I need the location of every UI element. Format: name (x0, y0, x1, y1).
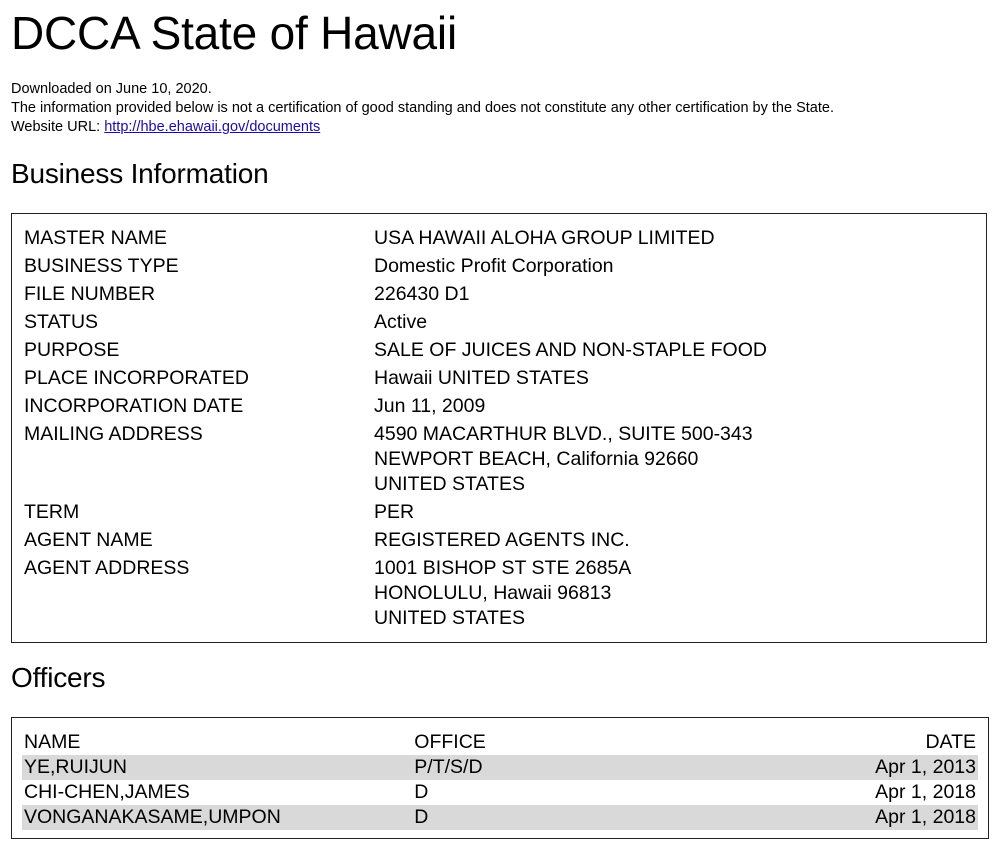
business-info-row (24, 310, 767, 338)
officer-row (22, 755, 978, 780)
field-value (374, 394, 767, 422)
officer-name: VONGANAKASAME,UMPON (22, 805, 414, 830)
field-label: PLACE INCORPORATED (24, 367, 250, 389)
field-value (374, 366, 767, 394)
field-value-line: Domestic Profit Corporation (374, 255, 614, 277)
business-info-row (24, 282, 767, 310)
field-label: FILE NUMBER (24, 283, 156, 305)
business-info-row (24, 394, 767, 422)
field-label: STATUS (24, 311, 99, 333)
officer-row (22, 780, 978, 805)
field-value-line: UNITED STATES (374, 607, 525, 629)
column-header-date: DATE (925, 731, 976, 753)
field-value-line: USA HAWAII ALOHA GROUP LIMITED (374, 227, 715, 249)
field-value-line: REGISTERED AGENTS INC. (374, 529, 630, 551)
officers-panel (11, 717, 989, 839)
business-info-row (24, 556, 767, 634)
officers-table (22, 730, 978, 830)
column-header-office: OFFICE (414, 731, 486, 753)
officer-date: Apr 1, 2018 (820, 805, 978, 830)
officer-row (22, 805, 978, 830)
page-title: DCCA State of Hawaii (11, 7, 457, 59)
field-value-line: HONOLULU, Hawaii 96813 (374, 582, 612, 604)
field-label: BUSINESS TYPE (24, 255, 179, 277)
field-value (374, 528, 767, 556)
business-info-row (24, 528, 767, 556)
field-value-line: 226430 D1 (374, 283, 470, 305)
field-value-line: UNITED STATES (374, 473, 525, 495)
field-value (374, 310, 767, 338)
field-value-line: SALE OF JUICES AND NON-STAPLE FOOD (374, 339, 767, 361)
business-info-row (24, 500, 767, 528)
field-value-line: Active (374, 311, 428, 333)
disclaimer-text: The information provided below is not a certification of good standing and does not constitute any other certification by the State. (11, 100, 834, 116)
officer-office: D (414, 781, 429, 803)
field-value-line: 1001 BISHOP ST STE 2685A (374, 557, 632, 579)
field-value-line: Hawaii UNITED STATES (374, 367, 589, 389)
field-value (374, 556, 767, 634)
field-value (374, 500, 767, 528)
business-info-row (24, 338, 767, 366)
business-information-table (24, 226, 767, 634)
officer-date: Apr 1, 2013 (820, 755, 978, 780)
business-info-row (24, 254, 767, 282)
field-value-line: PER (374, 501, 415, 523)
officer-date: Apr 1, 2018 (875, 781, 976, 803)
field-value (374, 338, 767, 366)
field-label: AGENT ADDRESS (24, 557, 190, 579)
field-value-line: Jun 11, 2009 (374, 395, 486, 417)
officer-name: CHI-CHEN,JAMES (24, 781, 190, 803)
field-value (374, 282, 767, 310)
field-label: MASTER NAME (24, 227, 168, 249)
officers-header-row (22, 730, 978, 755)
field-label: TERM (24, 501, 80, 523)
officer-office: P/T/S/D (414, 755, 820, 780)
field-label: INCORPORATION DATE (24, 395, 244, 417)
business-information-heading: Business Information (11, 158, 269, 189)
field-label: MAILING ADDRESS (24, 423, 203, 445)
website-label: Website URL: (11, 119, 105, 135)
business-info-row (24, 366, 767, 394)
field-value-line: 4590 MACARTHUR BLVD., SUITE 500-343 (374, 423, 753, 445)
officers-heading: Officers (11, 662, 106, 693)
column-header-name: NAME (24, 731, 81, 753)
document-meta (11, 80, 834, 137)
field-value (374, 254, 767, 282)
website-line (11, 118, 834, 137)
download-date: Downloaded on June 10, 2020. (11, 81, 212, 97)
field-label: PURPOSE (24, 339, 120, 361)
officer-name: YE,RUIJUN (22, 755, 414, 780)
field-value-line: NEWPORT BEACH, California 92660 (374, 448, 699, 470)
business-info-row (24, 226, 767, 254)
business-information-panel (11, 213, 987, 643)
website-link[interactable]: http://hbe.ehawaii.gov/documents (104, 119, 321, 135)
officer-office: D (414, 805, 820, 830)
field-label: AGENT NAME (24, 529, 153, 551)
business-info-row (24, 422, 767, 500)
field-value (374, 422, 767, 500)
field-value (374, 226, 767, 254)
